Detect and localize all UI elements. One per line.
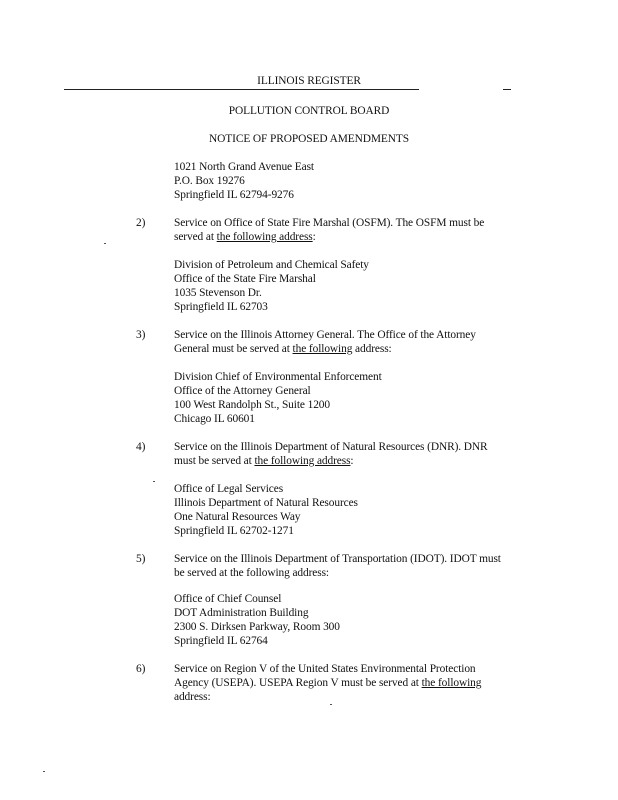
top-address-line: P.O. Box 19276: [174, 175, 245, 187]
item-text-line: must be served at the following address:: [174, 455, 354, 467]
item-text-line: Service on the Illinois Department of Transportation (IDOT). IDOT must: [174, 553, 501, 565]
header-rule: [64, 89, 419, 90]
address-line: Office of the Attorney General: [174, 385, 311, 397]
address-line: Office of Chief Counsel: [174, 593, 282, 605]
item-text-line: Service on Region V of the United States Environmental Protection: [174, 663, 476, 675]
address-line: Illinois Department of Natural Resources: [174, 497, 358, 509]
item-text-line: General must be served at the following address:: [174, 343, 392, 355]
address-line: 2300 S. Dirksen Parkway, Room 300: [174, 621, 340, 633]
address-line: Office of the State Fire Marshal: [174, 273, 316, 285]
register-title: ILLINOIS REGISTER: [257, 75, 361, 87]
address-line: Springfield IL 62702-1271: [174, 525, 294, 537]
address-line: Office of Legal Services: [174, 483, 284, 495]
top-address-line: Springfield IL 62794-9276: [174, 189, 294, 201]
item-number: 6): [136, 663, 146, 675]
item-text-line: Service on the Illinois Attorney General. The Office of the Attorney: [174, 329, 476, 341]
top-address-line: 1021 North Grand Avenue East: [174, 161, 314, 173]
header-rule-end: [503, 89, 511, 90]
item-number: 5): [136, 553, 146, 565]
item-text-line: Service on Office of State Fire Marshal (OSFM). The OSFM must be: [174, 217, 485, 229]
address-line: One Natural Resources Way: [174, 511, 301, 523]
address-line: DOT Administration Building: [174, 607, 309, 619]
notice-title: NOTICE OF PROPOSED AMENDMENTS: [209, 133, 409, 145]
item-text-line: served at the following address:: [174, 231, 316, 243]
address-line: Chicago IL 60601: [174, 413, 255, 425]
scan-speck: [104, 243, 106, 244]
item-number: 4): [136, 441, 146, 453]
address-line: Division of Petroleum and Chemical Safety: [174, 259, 369, 271]
item-number: 2): [136, 217, 146, 229]
address-line: Springfield IL 62703: [174, 301, 268, 313]
address-line: Springfield IL 62764: [174, 635, 268, 647]
item-text-line: be served at the following address:: [174, 567, 329, 579]
board-title: POLLUTION CONTROL BOARD: [228, 105, 390, 117]
scan-speck: [153, 481, 155, 482]
address-line: 100 West Randolph St., Suite 1200: [174, 399, 330, 411]
item-text-line: Agency (USEPA). USEPA Region V must be served at the following: [174, 677, 482, 689]
item-text-line: address:: [174, 691, 211, 703]
item-text-line: Service on the Illinois Department of Natural Resources (DNR). DNR: [174, 441, 488, 453]
address-line: Division Chief of Environmental Enforcement: [174, 371, 382, 383]
address-line: 1035 Stevenson Dr.: [174, 287, 262, 299]
scan-speck: [43, 771, 45, 772]
item-number: 3): [136, 329, 146, 341]
scan-speck: [330, 704, 332, 705]
